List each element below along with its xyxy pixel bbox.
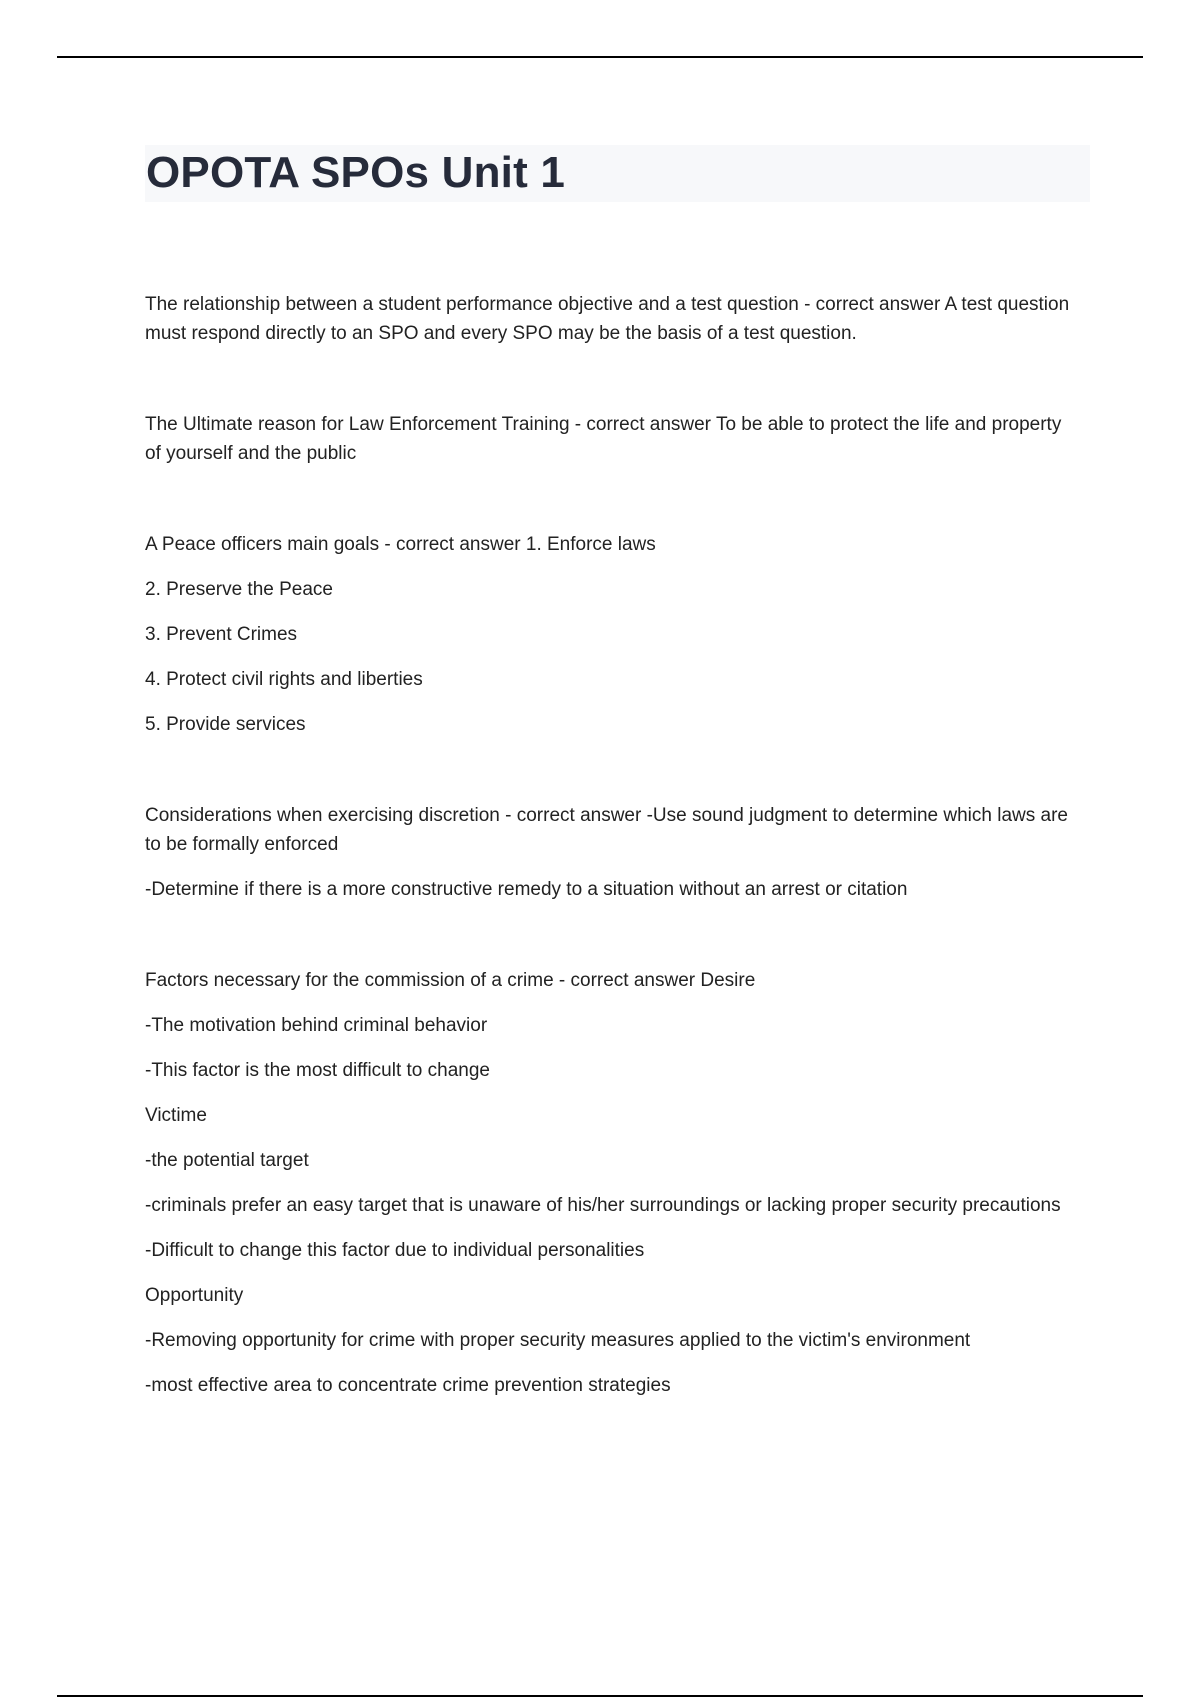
qa-line: -Difficult to change this factor due to individual personalities — [145, 1240, 645, 1261]
qa-line: 2. Preserve the Peace — [145, 579, 333, 600]
qa-line: Considerations when exercising discretion - correct answer -Use sound judgment to determine which laws are to be formally enforced — [145, 805, 1068, 855]
bottom-rule — [57, 1695, 1143, 1697]
qa-line: 4. Protect civil rights and liberties — [145, 669, 423, 690]
qa-line: The Ultimate reason for Law Enforcement Training - correct answer To be able to protect the life and property of yourself and the public — [145, 414, 1062, 464]
qa-line: Factors necessary for the commission of a crime - correct answer Desire — [145, 970, 756, 991]
qa-line: -most effective area to concentrate crime prevention strategies — [145, 1375, 671, 1396]
qa-line: 5. Provide services — [145, 714, 306, 735]
qa-block — [145, 530, 1070, 739]
qa-line: Victime — [145, 1105, 207, 1126]
qa-line: The relationship between a student performance objective and a test question - correct answer A test question must respond directly to an SPO and every SPO may be the basis of a test question. — [145, 294, 1070, 344]
top-rule — [57, 56, 1143, 58]
qa-line: Opportunity — [145, 1285, 244, 1306]
qa-line: A Peace officers main goals - correct answer 1. Enforce laws — [145, 534, 656, 555]
qa-block — [145, 801, 1070, 904]
document-body — [145, 290, 1070, 1462]
qa-block — [145, 410, 1070, 468]
page-title: OPOTA SPOs Unit 1 — [146, 148, 566, 197]
qa-line: -criminals prefer an easy target that is unaware of his/her surroundings or lacking proper security precautions — [145, 1195, 1061, 1216]
qa-block — [145, 290, 1070, 348]
qa-line: -The motivation behind criminal behavior — [145, 1015, 488, 1036]
qa-line: -This factor is the most difficult to change — [145, 1060, 490, 1081]
qa-block — [145, 966, 1070, 1400]
qa-line: -the potential target — [145, 1150, 309, 1171]
qa-line: -Removing opportunity for crime with proper security measures applied to the victim's environment — [145, 1330, 971, 1351]
qa-line: -Determine if there is a more constructive remedy to a situation without an arrest or citation — [145, 879, 908, 900]
qa-line: 3. Prevent Crimes — [145, 624, 298, 645]
